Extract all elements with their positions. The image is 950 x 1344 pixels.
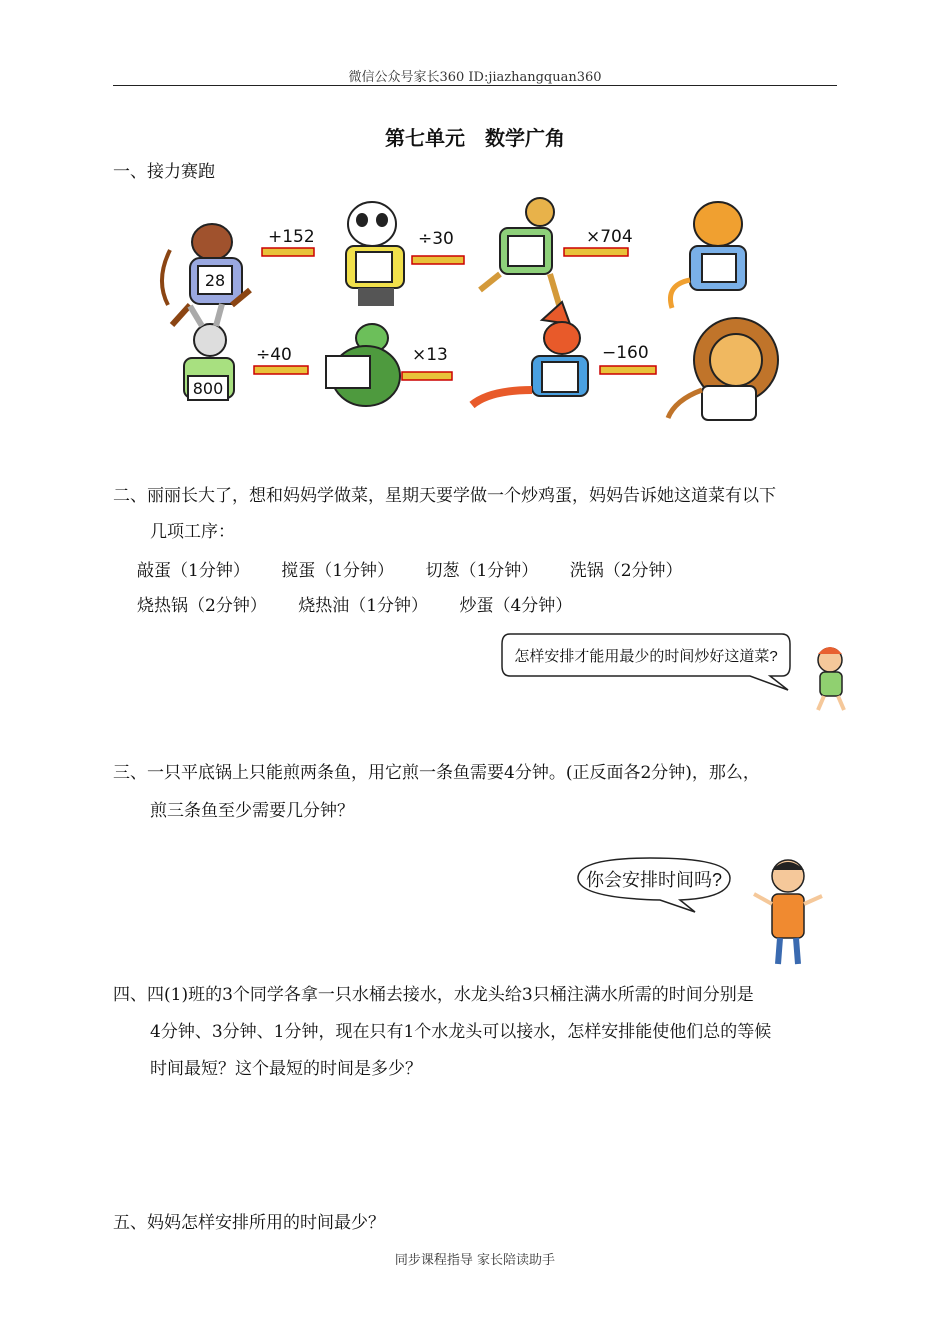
op-label: ×13: [412, 345, 448, 365]
step-item: 切葱（1分钟）: [425, 561, 539, 581]
steps-row-1: [137, 556, 709, 581]
question-1-label: 一、接力赛跑: [113, 162, 215, 182]
baton: [412, 256, 464, 264]
relay-race-illustration: [150, 190, 790, 430]
steps-row-2: [137, 591, 598, 616]
step-item: 炒蛋（4分钟）: [459, 596, 573, 616]
question-2-text: 二、丽丽长大了，想和妈妈学做菜，星期天要学做一个炒鸡蛋，妈妈告诉她这道菜有以下: [113, 486, 776, 506]
bib-number: 800: [192, 379, 224, 398]
monkey-runner: [162, 224, 250, 325]
lion-runner: [668, 318, 778, 420]
question-5-text: 五、妈妈怎样安排所用的时间最少？: [113, 1213, 385, 1233]
header-rule: [113, 85, 837, 86]
fox-runner: [472, 302, 588, 405]
question-2-text-cont: 几项工序：: [150, 522, 235, 542]
page-header: 微信公众号家长360 ID:jiazhangquan360: [348, 70, 602, 85]
op-label: +152: [268, 227, 315, 247]
step-item: 敲蛋（1分钟）: [137, 561, 250, 581]
bib-number: 28: [204, 271, 226, 290]
speech-bubble-girl: [500, 630, 860, 720]
op-label: ÷40: [256, 345, 292, 365]
baton: [600, 366, 656, 374]
op-label: ×704: [586, 227, 633, 247]
leopard-runner: [480, 198, 560, 308]
boy-illustration: [754, 860, 822, 964]
question-3-text: 三、一只平底锅上只能煎两条鱼，用它煎一条鱼需要4分钟。(正反面各2分钟)，那么，: [113, 763, 760, 783]
question-3-text-cont: 煎三条鱼至少需要几分钟？: [150, 801, 354, 821]
girl-illustration: [818, 647, 844, 710]
bubble-text: 怎样安排才能用最少的时间炒好这道菜?: [514, 648, 778, 665]
step-item: 搅蛋（1分钟）: [281, 561, 395, 581]
question-4-text: 四、四(1)班的3个同学各拿一只水桶去接水，水龙头给3只桶注满水所需的时间分别是: [113, 985, 754, 1005]
rabbit-runner: [184, 304, 234, 400]
baton: [254, 366, 308, 374]
op-label: −160: [602, 343, 649, 363]
op-label: ÷30: [418, 229, 454, 249]
bubble-text: 你会安排时间吗?: [585, 870, 723, 890]
question-4-text-cont: 4分钟、3分钟、1分钟，现在只有1个水龙头可以接水，怎样安排能使他们总的等候: [150, 1022, 772, 1042]
step-item: 洗锅（2分钟）: [569, 561, 683, 581]
panda-runner: [346, 202, 404, 306]
page-title: 第七单元 数学广角: [385, 126, 565, 150]
baton: [564, 248, 628, 256]
speech-bubble-boy: [570, 850, 840, 970]
step-item: 烧热锅（2分钟）: [137, 596, 267, 616]
baton: [402, 372, 452, 380]
step-item: 烧热油（1分钟）: [298, 596, 429, 616]
baton: [262, 248, 314, 256]
tiger-runner: [670, 202, 746, 308]
question-4-text-cont2: 时间最短？这个最短的时间是多少？: [150, 1059, 422, 1079]
page-footer: 同步课程指导 家长陪读助手: [394, 1253, 556, 1268]
turtle-runner: [326, 324, 400, 406]
